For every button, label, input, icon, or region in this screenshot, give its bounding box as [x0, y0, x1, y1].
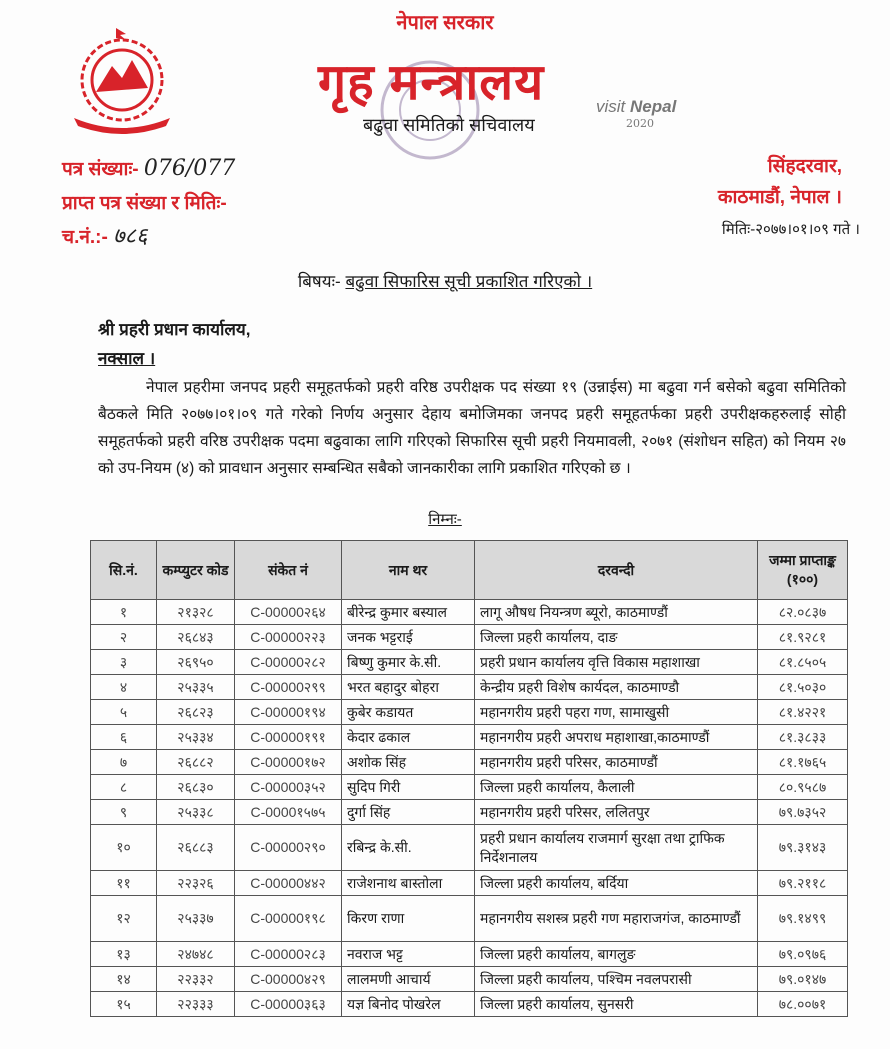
- cell-computer-code: २६८३०: [157, 775, 235, 800]
- cell-name: यज्ञ बिनोद पोखरेल: [342, 992, 475, 1017]
- cell-symbol-number: C-00000२६४: [235, 600, 342, 625]
- subject-line: [0, 269, 890, 292]
- header-computer-code: कम्प्युटर कोड: [157, 541, 235, 600]
- cell-total-score: ८१.३८३३: [758, 725, 848, 750]
- cell-symbol-number: C-00000१७२: [235, 750, 342, 775]
- cell-total-score: ७९.२११८: [758, 871, 848, 896]
- cell-serial: १५: [91, 992, 157, 1017]
- cell-computer-code: २६८८३: [157, 825, 235, 871]
- cell-total-score: ७९.७३५२: [758, 800, 848, 825]
- cell-serial: ५: [91, 700, 157, 725]
- recipient-location: नक्साल ।: [98, 349, 156, 368]
- cell-serial: ८: [91, 775, 157, 800]
- cell-serial: १२: [91, 896, 157, 942]
- table-row: [91, 600, 848, 625]
- table-row: [91, 992, 848, 1017]
- cell-position: प्रहरी प्रधान कार्यालय वृत्ति विकास महाशाखा: [475, 650, 758, 675]
- cell-total-score: ८०.९५८७: [758, 775, 848, 800]
- cell-position: महानगरीय प्रहरी पहरा गण, सामाखुसी: [475, 700, 758, 725]
- cell-serial: १: [91, 600, 157, 625]
- table-row: [91, 675, 848, 700]
- cell-position: जिल्ला प्रहरी कार्यालय, पश्चिम नवलपरासी: [475, 967, 758, 992]
- cell-name: किरण राणा: [342, 896, 475, 942]
- header-symbol-number: संकेत नं: [235, 541, 342, 600]
- cell-computer-code: २६९५०: [157, 650, 235, 675]
- cell-name: बिष्णु कुमार के.सी.: [342, 650, 475, 675]
- cell-name: बीरेन्द्र कुमार बस्याल: [342, 600, 475, 625]
- header-serial: सि.नं.: [91, 541, 157, 600]
- letter-number-label: पत्र संख्याः-: [62, 159, 139, 180]
- cell-serial: ६: [91, 725, 157, 750]
- government-title: नेपाल सरकार: [396, 12, 494, 34]
- cell-name: राजेशनाथ बास्तोला: [342, 871, 475, 896]
- cell-position: महानगरीय प्रहरी परिसर, काठमाण्डौं: [475, 750, 758, 775]
- table-row: [91, 896, 848, 942]
- subject-text: बढुवा सिफारिस सूची प्रकाशित गरिएको ।: [345, 272, 593, 291]
- letter-number: [62, 155, 235, 181]
- address-line-2: काठमाडौं, नेपाल ।: [717, 187, 842, 208]
- cell-total-score: ७९.०१४७: [758, 967, 848, 992]
- cell-symbol-number: C-00000२९९: [235, 675, 342, 700]
- cell-serial: १३: [91, 942, 157, 967]
- cell-computer-code: २६८४३: [157, 625, 235, 650]
- cell-serial: ३: [91, 650, 157, 675]
- dispatch-number-label: च.नं.:-: [62, 227, 108, 248]
- promotion-recommendation-table: [90, 540, 848, 1017]
- cell-computer-code: २५३३५: [157, 675, 235, 700]
- cell-symbol-number: C-00000२८२: [235, 650, 342, 675]
- cell-computer-code: २४७४८: [157, 942, 235, 967]
- ministry-title: गृह मन्त्रालय: [318, 54, 545, 110]
- cell-position: जिल्ला प्रहरी कार्यालय, दाङ: [475, 625, 758, 650]
- cell-symbol-number: C-00000१९८: [235, 896, 342, 942]
- cell-symbol-number: C-00000४२९: [235, 967, 342, 992]
- cell-serial: ११: [91, 871, 157, 896]
- cell-symbol-number: C-00000२२३: [235, 625, 342, 650]
- cell-total-score: ८१.८५०५: [758, 650, 848, 675]
- cell-name: जनक भट्टराई: [342, 625, 475, 650]
- cell-name: दुर्गा सिंह: [342, 800, 475, 825]
- cell-total-score: ८२.०८३७: [758, 600, 848, 625]
- table-row: [91, 775, 848, 800]
- cell-name: सुदिप गिरी: [342, 775, 475, 800]
- cell-name: नवराज भट्ट: [342, 942, 475, 967]
- cell-serial: ४: [91, 675, 157, 700]
- table-row: [91, 725, 848, 750]
- cell-serial: १०: [91, 825, 157, 871]
- cell-computer-code: २२३३३: [157, 992, 235, 1017]
- cell-symbol-number: C-00000१९४: [235, 700, 342, 725]
- recipient-office: श्री प्रहरी प्रधान कार्यालय,: [98, 320, 251, 339]
- cell-position: महानगरीय प्रहरी अपराध महाशाखा,काठमाण्डौं: [475, 725, 758, 750]
- nepal-government-emblem: [66, 26, 178, 138]
- cell-total-score: ७९.०९७६: [758, 942, 848, 967]
- list-heading: निम्नः-: [428, 511, 462, 528]
- cell-position: लागू औषध नियन्त्रण ब्यूरो, काठमाण्डौं: [475, 600, 758, 625]
- cell-name: केदार ढकाल: [342, 725, 475, 750]
- cell-position: जिल्ला प्रहरी कार्यालय, सुनसरी: [475, 992, 758, 1017]
- letter-number-value: 076/077: [143, 156, 236, 181]
- cell-serial: ७: [91, 750, 157, 775]
- table-row: [91, 650, 848, 675]
- cell-computer-code: २५३३८: [157, 800, 235, 825]
- cell-position: केन्द्रीय प्रहरी विशेष कार्यदल, काठमाण्डौ: [475, 675, 758, 700]
- table-row: [91, 825, 848, 871]
- cell-name: भरत बहादुर बोहरा: [342, 675, 475, 700]
- visit-nepal-logo: visit Nepal 2020: [596, 97, 677, 130]
- cell-total-score: ७८.००७१: [758, 992, 848, 1017]
- cell-total-score: ८१.१७६५: [758, 750, 848, 775]
- cell-total-score: ७९.३१४३: [758, 825, 848, 871]
- cell-serial: १४: [91, 967, 157, 992]
- cell-position: जिल्ला प्रहरी कार्यालय, कैलाली: [475, 775, 758, 800]
- dispatch-number: [62, 220, 147, 250]
- cell-symbol-number: C-00000३५२: [235, 775, 342, 800]
- cell-total-score: ८१.९२८१: [758, 625, 848, 650]
- cell-position: महानगरीय सशस्त्र प्रहरी गण महाराजगंज, काठमाण्डौं: [475, 896, 758, 942]
- cell-computer-code: २६८२३: [157, 700, 235, 725]
- cell-computer-code: २१३२८: [157, 600, 235, 625]
- cell-total-score: ८१.४२२१: [758, 700, 848, 725]
- cell-symbol-number: C-00000२९०: [235, 825, 342, 871]
- cell-position: प्रहरी प्रधान कार्यालय राजमार्ग सुरक्षा तथा ट्राफिक निर्देशनालय: [475, 825, 758, 871]
- table-row: [91, 625, 848, 650]
- table-row: [91, 800, 848, 825]
- cell-total-score: ७९.१४९९: [758, 896, 848, 942]
- dispatch-number-value: ७८६: [113, 224, 148, 249]
- header-total-score: जम्मा प्राप्ताङ्क (१००): [758, 541, 848, 600]
- cell-position: जिल्ला प्रहरी कार्यालय, बागलुङ: [475, 942, 758, 967]
- table-row: [91, 700, 848, 725]
- secretariat-title: बढुवा समितिको सचिवालय: [363, 115, 535, 135]
- cell-name: अशोक सिंह: [342, 750, 475, 775]
- subject-label: बिषयः-: [297, 272, 341, 291]
- header-name: नाम थर: [342, 541, 475, 600]
- cell-serial: ९: [91, 800, 157, 825]
- address-line-1: सिंहदरवार,: [767, 156, 842, 177]
- table-header-row: [91, 541, 848, 600]
- cell-symbol-number: C-00000२८३: [235, 942, 342, 967]
- table-row: [91, 942, 848, 967]
- cell-name: लालमणी आचार्य: [342, 967, 475, 992]
- cell-total-score: ८१.५०३०: [758, 675, 848, 700]
- cell-computer-code: २६८८२: [157, 750, 235, 775]
- table-row: [91, 967, 848, 992]
- table-row: [91, 871, 848, 896]
- cell-position: जिल्ला प्रहरी कार्यालय, बर्दिया: [475, 871, 758, 896]
- received-letter-label: प्राप्त पत्र संख्या र मितिः-: [62, 193, 227, 214]
- table-row: [91, 750, 848, 775]
- cell-symbol-number: C-00000४४२: [235, 871, 342, 896]
- cell-name: कुबेर कडायत: [342, 700, 475, 725]
- letter-date: मितिः-२०७७।०१।०९ गते ।: [721, 221, 860, 238]
- cell-symbol-number: C-00000१९१: [235, 725, 342, 750]
- cell-position: महानगरीय प्रहरी परिसर, ललितपुर: [475, 800, 758, 825]
- cell-computer-code: २५३३४: [157, 725, 235, 750]
- letter-body: नेपाल प्रहरीमा जनपद प्रहरी समूहतर्फको प्रहरी वरिष्ठ उपरीक्षक पद संख्या १९ (उन्नाईस) मा बढुवा गर्न बसेको बढुवा समितिको बैठकले मिति २०७७।०१।०९ गते गरेको निर्णय अनुसार देहाय बमोजिमका जनपद प्रहरी समूहतर्फका प्रहरी उपरीक्षकहरुलाई सोही समूहतर्फको प्रहरी वरिष्ठ उपरीक्षक पदमा बढुवाका लागि गरिएको सिफारिस सूची प्रहरी नियमावली, २०७१ (संशोधन सहित) को नियम २७ को उप-नियम (४) को प्रावधान अनुसार सम्बन्धित सबैको जानकारीका लागि प्रकाशित गरिएको छ ।: [98, 379, 846, 477]
- cell-computer-code: २५३३७: [157, 896, 235, 942]
- cell-computer-code: २२३२६: [157, 871, 235, 896]
- header-position: दरवन्दी: [475, 541, 758, 600]
- cell-symbol-number: C-00000३६३: [235, 992, 342, 1017]
- cell-symbol-number: C-0000१५७५: [235, 800, 342, 825]
- cell-name: रबिन्द्र के.सी.: [342, 825, 475, 871]
- cell-computer-code: २२३३२: [157, 967, 235, 992]
- cell-serial: २: [91, 625, 157, 650]
